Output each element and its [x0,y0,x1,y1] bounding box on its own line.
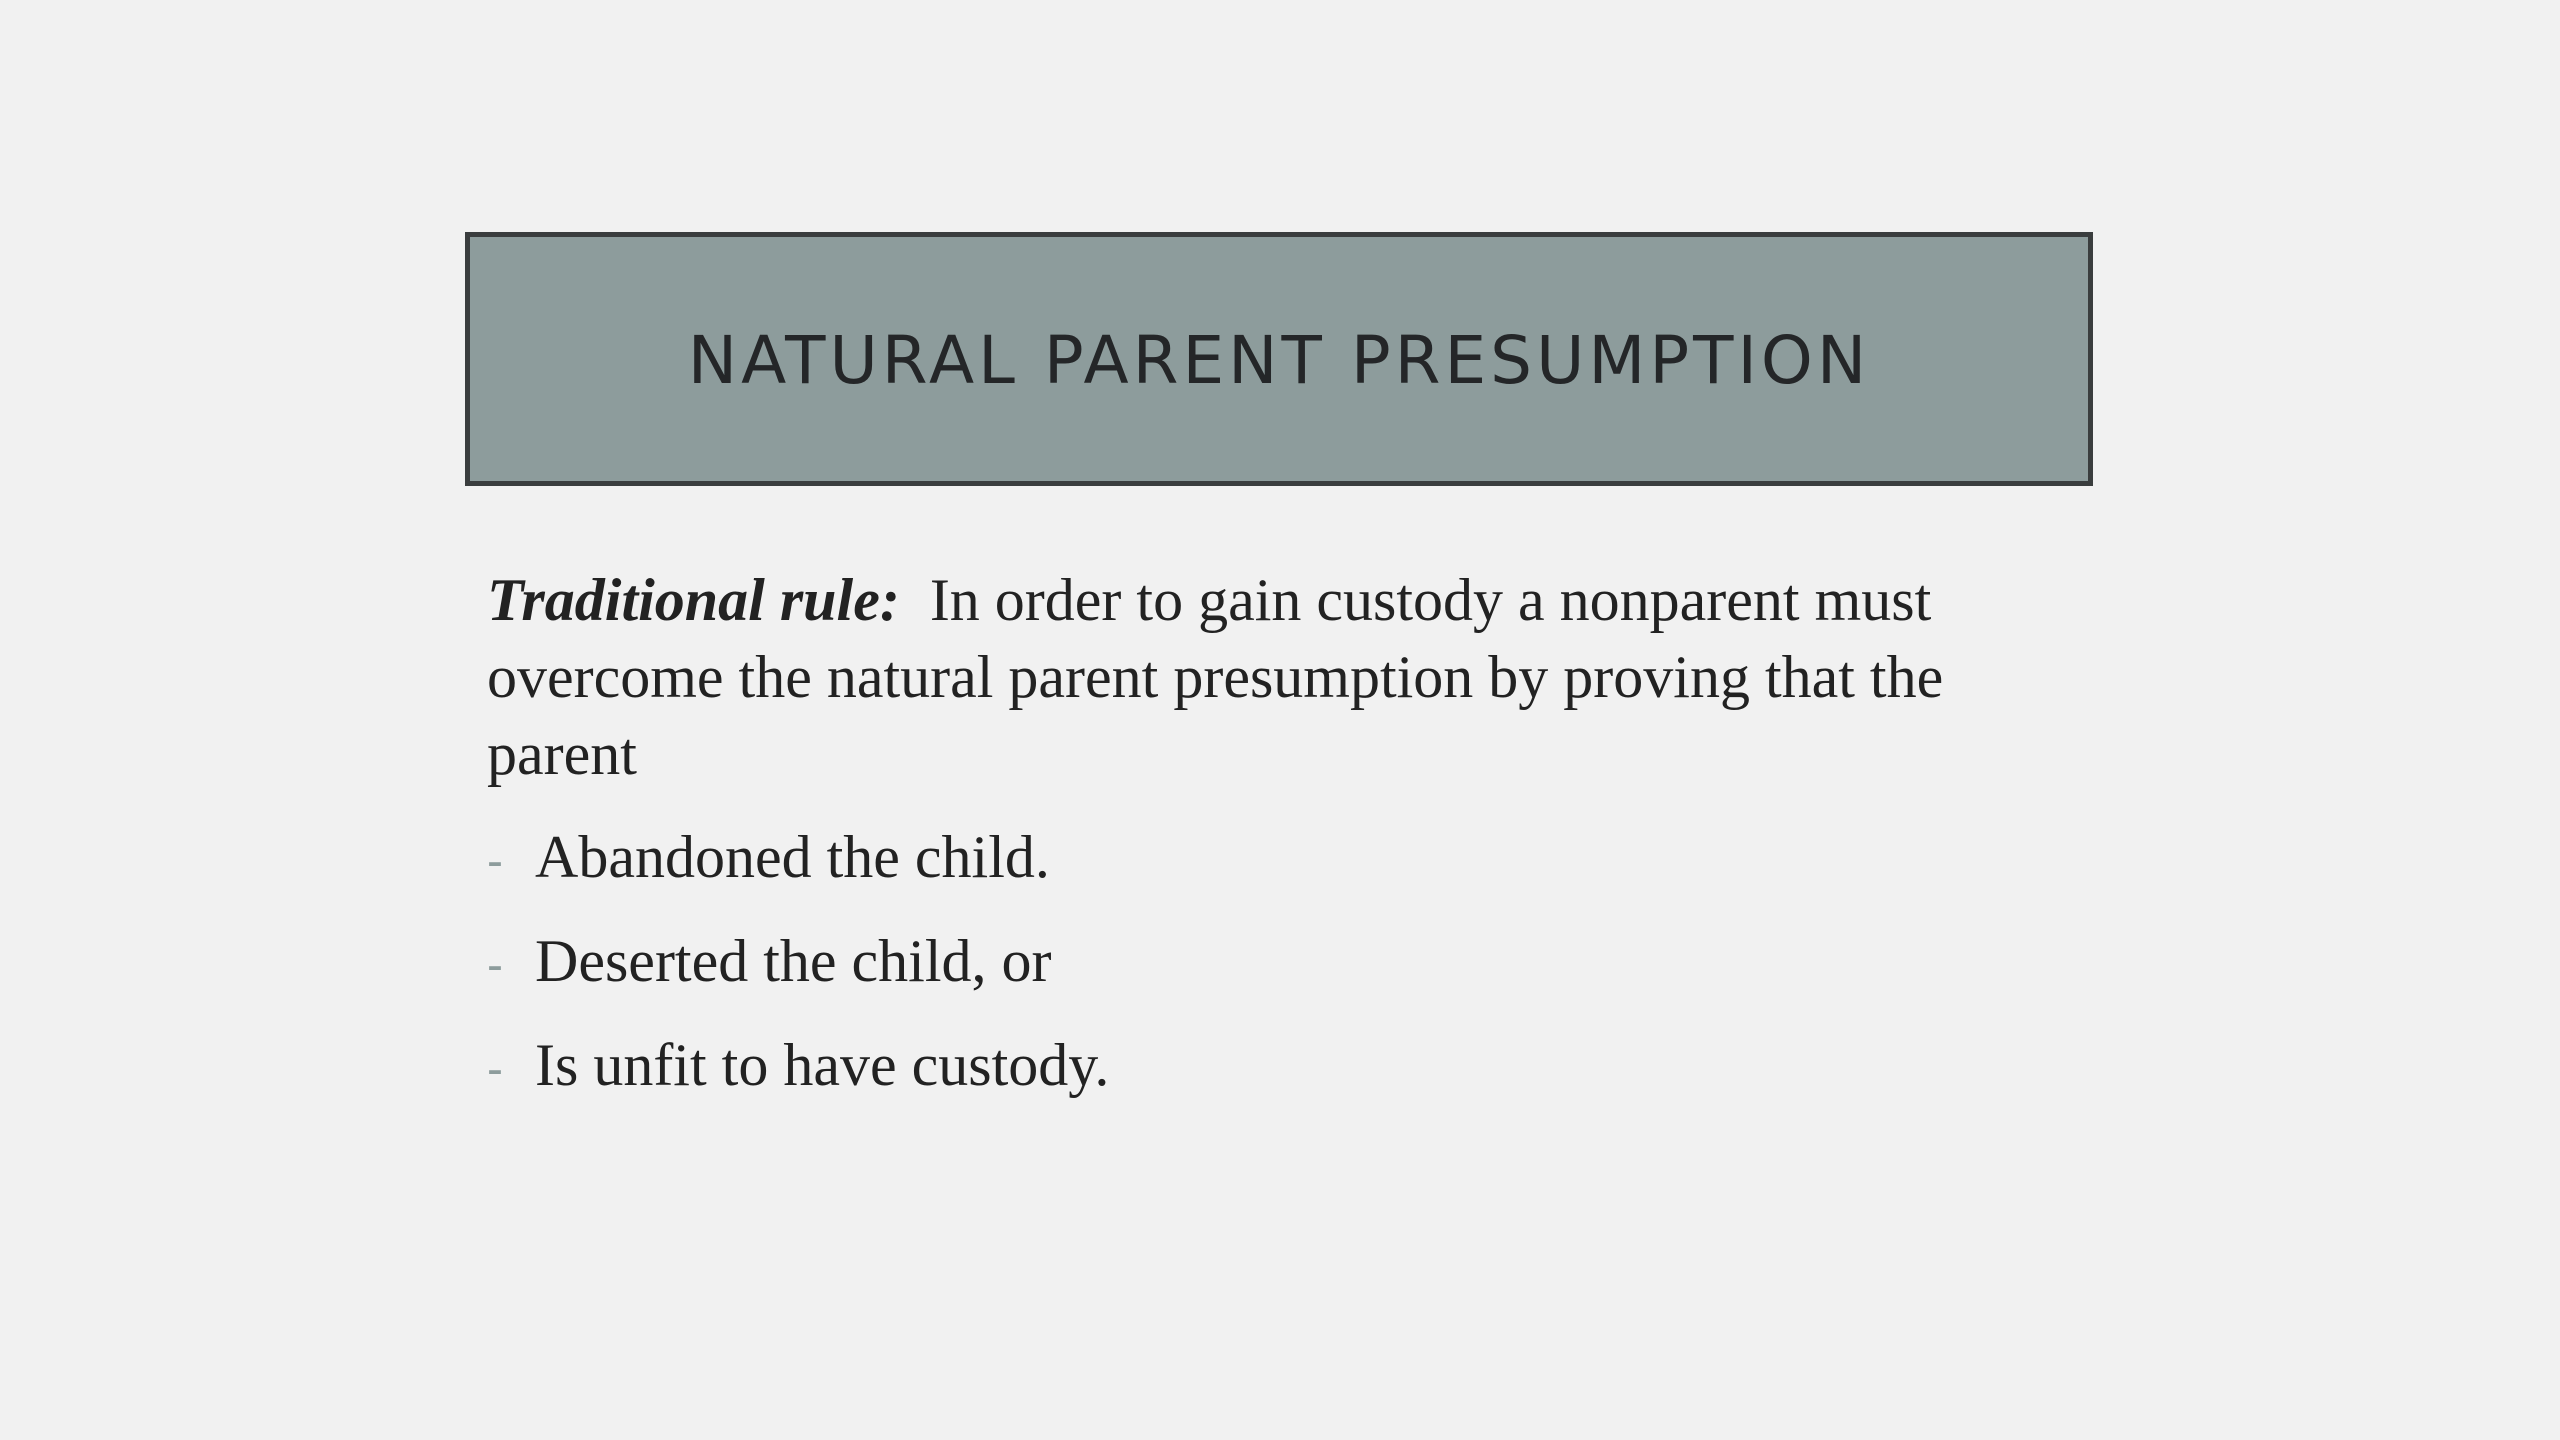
bullet-item [487,923,2087,1000]
intro-text: In order to gain custody a nonparent must overcome the natural parent presumption by proving that the parent [487,567,1944,787]
slide-body [487,562,2087,1131]
slide-title: NATURAL PARENT PRESUMPTION [687,321,1871,399]
bullet-text: Is unfit to have custody. [535,1032,1110,1098]
bullet-text: Deserted the child, or [535,928,1052,994]
bullet-list [487,819,2087,1104]
intro-lead: Traditional rule: [487,567,900,633]
title-box [465,232,2093,486]
dash-icon: - [487,939,503,992]
dash-icon: - [487,835,503,888]
bullet-text: Abandoned the child. [535,824,1050,890]
bullet-item [487,1027,2087,1104]
dash-icon: - [487,1043,503,1096]
bullet-item [487,819,2087,896]
intro-paragraph [487,562,2087,793]
